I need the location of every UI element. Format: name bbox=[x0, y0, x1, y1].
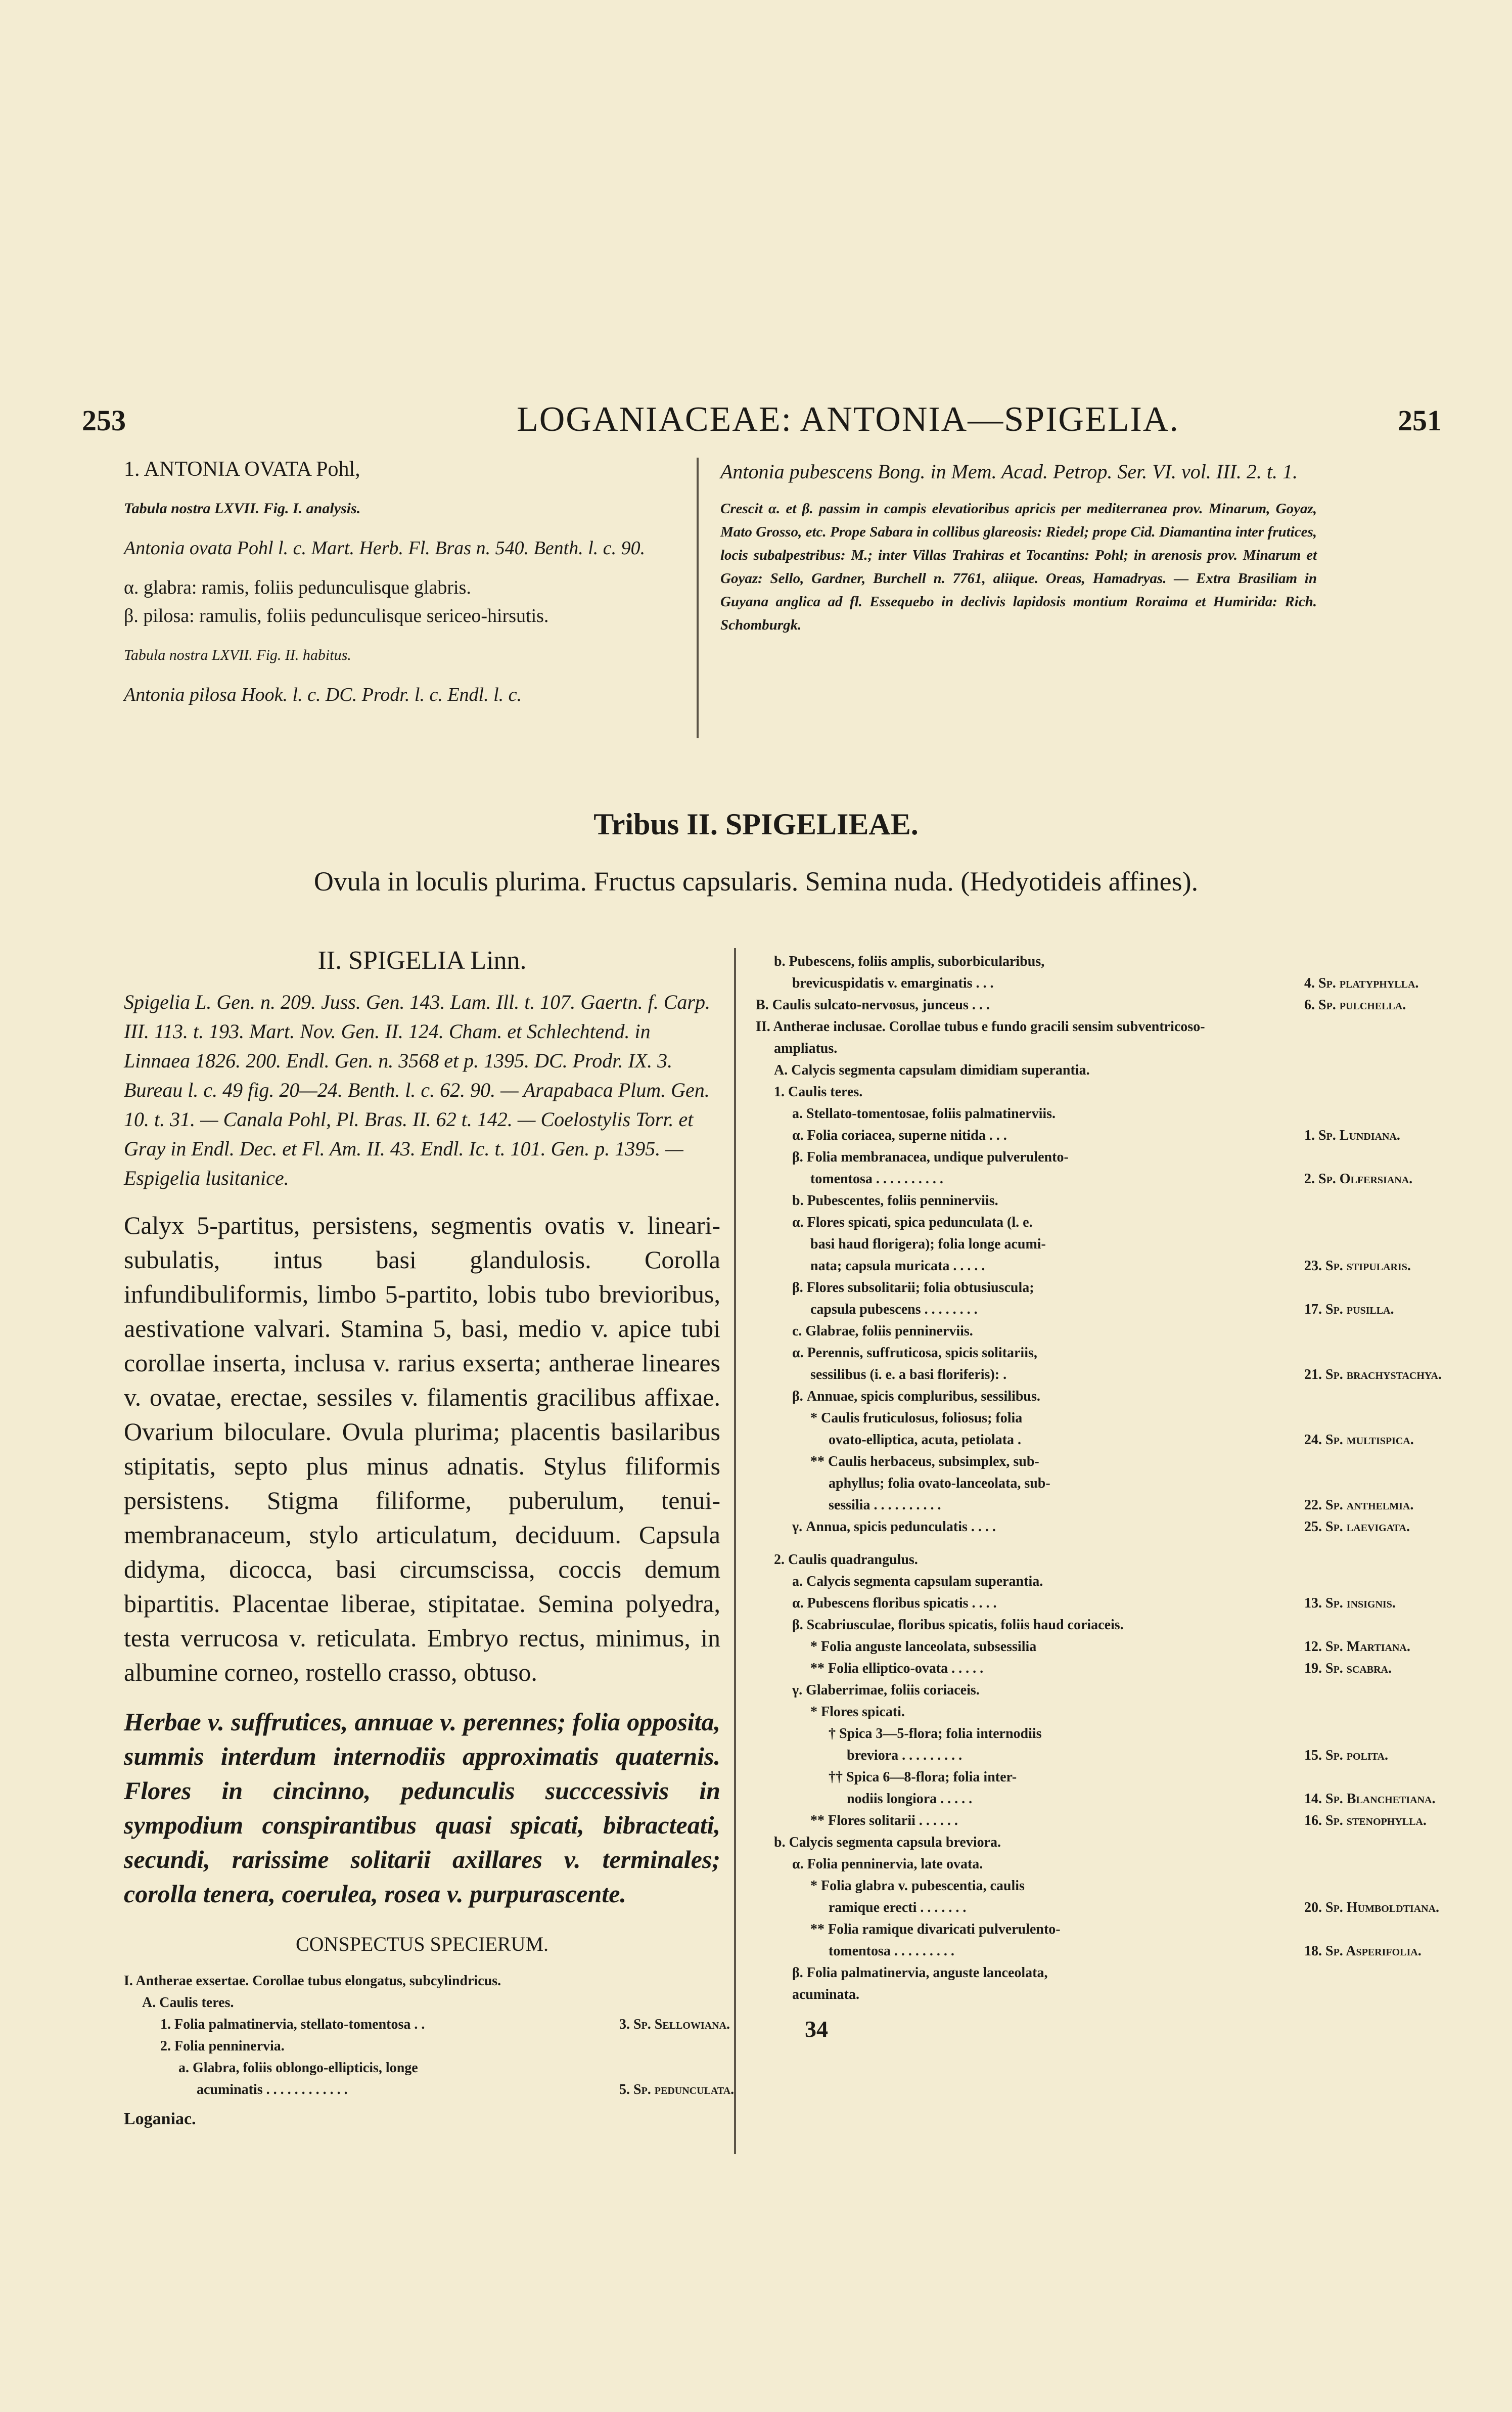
key-row bbox=[124, 2057, 720, 2079]
key-text: * Folia anguste lanceolata, subsessilia bbox=[810, 1639, 1037, 1655]
key-text: ** Flores solitarii . . . . . . bbox=[810, 1813, 958, 1828]
key-text: nata; capsula muricata . . . . . bbox=[810, 1258, 985, 1274]
key-row bbox=[756, 1472, 1352, 1494]
genus-title: II. SPIGELIA Linn. bbox=[317, 946, 527, 975]
key-species: 13. Sp. insignis. bbox=[1304, 1595, 1396, 1611]
signature-number: 34 bbox=[805, 2016, 828, 2042]
key-row bbox=[756, 1429, 1414, 1451]
key-species: 4. Sp. platyphylla. bbox=[1304, 975, 1419, 991]
key-species: 20. Sp. Humboldtiana. bbox=[1304, 1900, 1440, 1915]
key-text: acuminatis . . . . . . . . . . . . bbox=[197, 2082, 348, 2097]
key-row bbox=[756, 1190, 1352, 1212]
key-species: 24. Sp. multispica. bbox=[1304, 1432, 1414, 1448]
key-row bbox=[124, 2014, 730, 2035]
species-key bbox=[124, 1970, 735, 2101]
key-row bbox=[124, 1970, 720, 1992]
key-text: 1. Folia palmatinervia, stellato-tomentosa . . bbox=[160, 2017, 425, 2032]
key-row bbox=[756, 1059, 1352, 1081]
key-row bbox=[756, 1451, 1352, 1472]
species-heading: 1. ANTONIA OVATA Pohl, bbox=[124, 458, 360, 481]
key-row bbox=[756, 1897, 1440, 1918]
key-text: α. Flores spicati, spica pedunculata (l. e. bbox=[792, 1215, 1033, 1230]
key-row bbox=[756, 1918, 1352, 1940]
key-row bbox=[756, 1962, 1352, 1984]
key-text: γ. Annua, spicis pedunculatis . . . . bbox=[792, 1519, 996, 1535]
key-text: * Caulis fruticulosus, foliosus; folia bbox=[810, 1410, 1023, 1426]
key-text: b. Calycis segmenta capsula breviora. bbox=[774, 1835, 1001, 1850]
key-text: brevicuspidatis v. emarginatis . . . bbox=[792, 975, 994, 991]
key-row bbox=[756, 951, 1352, 972]
key-text: ** Folia elliptico-ovata . . . . . bbox=[810, 1661, 984, 1676]
key-species: 17. Sp. pusilla. bbox=[1304, 1302, 1394, 1317]
key-row bbox=[756, 1853, 1352, 1875]
key-row bbox=[756, 1320, 1352, 1342]
key-text: * Flores spicati. bbox=[810, 1704, 905, 1720]
conspectus-title: CONSPECTUS SPECIERUM. bbox=[295, 1933, 549, 1955]
upper-right-column bbox=[720, 458, 1317, 648]
key-text: tomentosa . . . . . . . . . . bbox=[810, 1171, 943, 1187]
key-row bbox=[756, 1538, 1352, 1549]
synonym: Antonia pubescens Bong. in Mem. Acad. Petrop. Ser. VI. vol. III. 2. t. 1. bbox=[720, 460, 1298, 483]
key-text: ** Folia ramique divaricati pulverulento- bbox=[810, 1922, 1061, 1937]
genus-synonymy: Spigelia L. Gen. n. 209. Juss. Gen. 143. Lam. Ill. t. 107. Gaertn. f. Carp. III. 113. t. 193. Mart. Nov. Gen. II. 124. Cham. et Schlechtend. in Linnaea 1826. 200. Endl. Gen. n. 3568 et p. 1395. DC. Prodr. IX. 3. Bureau l. c. 49 fig. 20—24. Benth. l. c. 62. 90. — Arapabaca Plum. Gen. 10. t. 31. — Canala Pohl, Pl. Bras. II. 62 t. 142. — Coelostylis Torr. et Gray in Endl. Dec. et Fl. Am. II. 43. Endl. Ic. t. 101. Gen. p. 1395. — Espigelia lusitanice. bbox=[124, 991, 710, 1189]
key-row bbox=[756, 1549, 1352, 1571]
species-key bbox=[756, 951, 1442, 2005]
key-row bbox=[756, 1081, 1352, 1103]
key-species: 16. Sp. stenophylla. bbox=[1304, 1813, 1427, 1828]
key-text: ramique erecti . . . . . . . bbox=[829, 1900, 967, 1915]
variety-beta: β. pilosa: ramulis, foliis pedunculisque sericeo-hirsutis. bbox=[124, 605, 549, 627]
key-row bbox=[756, 1571, 1352, 1592]
tabula-reference: Tabula nostra LXVII. Fig. II. habitus. bbox=[124, 647, 351, 663]
key-text: II. Antherae inclusae. Corollae tubus e fundo gracili sensim subventricoso- bbox=[756, 1019, 1205, 1035]
key-row bbox=[756, 1407, 1352, 1429]
key-row bbox=[756, 1103, 1352, 1125]
key-text: sessilibus (i. e. a basi floriferis): . bbox=[810, 1367, 1007, 1382]
key-row bbox=[756, 1038, 1352, 1059]
key-row bbox=[756, 994, 1406, 1016]
key-row bbox=[756, 1679, 1352, 1701]
key-row bbox=[756, 1766, 1352, 1788]
key-text: α. Folia coriacea, superne nitida . . . bbox=[792, 1128, 1007, 1143]
key-row bbox=[756, 1614, 1352, 1636]
key-row bbox=[756, 1255, 1411, 1277]
key-row bbox=[756, 1299, 1394, 1320]
variety-alpha: α. glabra: ramis, foliis pedunculisque glabris. bbox=[124, 577, 471, 598]
key-text: B. Caulis sulcato-nervosus, junceus . . . bbox=[756, 997, 990, 1013]
key-text: b. Pubescentes, foliis penninerviis. bbox=[792, 1193, 998, 1209]
key-species: 25. Sp. laevigata. bbox=[1304, 1519, 1410, 1535]
footer-signature: Loganiac. bbox=[124, 2110, 196, 2128]
genus-description: Calyx 5-partitus, persistens, segmentis ovatis v. lineari-subulatis, intus basi glandulosis. Corolla infundibuliformis, limbo 5-partito, lobis tubo brevioribus, aestivatione valvari. Stamina 5, basi, medio v. apice tubi corollae inserta, inclusa v. rarius exserta; antherae lineares v. ovatae, erectae, sessiles v. filamentis gracilibus affixae. Ovarium biloculare. Ovula plurima; placentis basilaribus stipitatis, septo plus minus adnatis. Stylus filiformis persistens. Stigma filiforme, puberulum, tenui-membranaceum, stylo articulatum, deciduum. Capsula didyma, dicocca, basi circumscissa, coccis demum bipartitis. Placentae liberae, stipitatae. Semina polyedra, testa verrucosa v. reticulata. Embryo rectus, minimus, in albumine corneo, rostello crasso, obtuso. bbox=[124, 1211, 720, 1686]
key-row bbox=[124, 1992, 720, 2014]
key-row bbox=[756, 1810, 1427, 1832]
key-row bbox=[756, 1636, 1410, 1658]
key-row bbox=[756, 1984, 1352, 2005]
key-text: 2. Folia penninervia. bbox=[160, 2038, 285, 2054]
lower-left-column bbox=[124, 946, 735, 2129]
page-number-left: 253 bbox=[82, 404, 126, 437]
key-text: ovato-elliptica, acuta, petiolata . bbox=[829, 1432, 1022, 1448]
key-text: β. Folia membranacea, undique pulverulento- bbox=[792, 1149, 1069, 1165]
key-text: 2. Caulis quadrangulus. bbox=[774, 1552, 918, 1568]
key-text: β. Scabriusculae, floribus spicatis, foliis haud coriaceis. bbox=[792, 1617, 1124, 1633]
key-row bbox=[756, 1592, 1396, 1614]
genus-habitus: Herbae v. suffrutices, annuae v. perennes; folia opposita, summis interdum internodiis approximatis quaternis. Flores in cincinno, pedunculis succcessivis in sympodium conspirantibus quasi spicati, bibracteati, secundi, rarissime solitarii axillares v. terminales; corolla tenera, coerulea, rosea v. purpurascente. bbox=[124, 1708, 720, 1908]
key-row bbox=[756, 1723, 1352, 1745]
key-row bbox=[756, 1701, 1352, 1723]
key-text: I. Antherae exsertae. Corollae tubus elongatus, subcylindricus. bbox=[124, 1973, 501, 1989]
key-species: 23. Sp. stipularis. bbox=[1304, 1258, 1411, 1274]
key-text: α. Perennis, suffruticosa, spicis solitariis, bbox=[792, 1345, 1037, 1361]
page-number-right: 251 bbox=[1398, 404, 1442, 437]
key-text: b. Pubescens, foliis amplis, suborbicularibus, bbox=[774, 954, 1045, 969]
key-text: breviora . . . . . . . . . bbox=[847, 1748, 963, 1763]
key-text: a. Stellato-tomentosae, foliis palmatinerviis. bbox=[792, 1106, 1056, 1122]
key-text: ** Caulis herbaceus, subsimplex, sub- bbox=[810, 1454, 1039, 1469]
key-species: 21. Sp. brachystachya. bbox=[1304, 1367, 1442, 1382]
page-header bbox=[82, 399, 1442, 455]
key-text: β. Folia palmatinervia, anguste lanceolata, bbox=[792, 1965, 1048, 1981]
key-species: 12. Sp. Martiana. bbox=[1304, 1639, 1410, 1655]
key-text: †† Spica 6—8-flora; folia inter- bbox=[829, 1769, 1017, 1785]
key-text: nodiis longiora . . . . . bbox=[847, 1791, 973, 1807]
key-species: 22. Sp. anthelmia. bbox=[1304, 1497, 1414, 1513]
key-text: A. Caulis teres. bbox=[142, 1995, 234, 2011]
key-species: 3. Sp. Sellowiana. bbox=[619, 2017, 730, 2032]
key-text: * Folia glabra v. pubescentia, caulis bbox=[810, 1878, 1025, 1894]
running-title: LOGANIACEAE: ANTONIA—SPIGELIA. bbox=[517, 400, 1179, 439]
synonym: Antonia ovata Pohl l. c. Mart. Herb. Fl. Bras n. 540. Benth. l. c. 90. bbox=[124, 538, 646, 559]
key-row bbox=[756, 1516, 1410, 1538]
tabula-reference: Tabula nostra LXVII. Fig. I. analysis. bbox=[124, 500, 361, 517]
key-species: 15. Sp. polita. bbox=[1304, 1748, 1388, 1763]
key-text: a. Glabra, foliis oblongo-ellipticis, longe bbox=[178, 2060, 418, 2076]
key-text: a. Calycis segmenta capsulam superantia. bbox=[792, 1574, 1043, 1589]
key-species: 5. Sp. pedunculata. bbox=[619, 2082, 735, 2097]
key-row bbox=[756, 1875, 1352, 1897]
key-text: tomentosa . . . . . . . . . bbox=[829, 1943, 954, 1959]
key-row bbox=[756, 1146, 1352, 1168]
key-text: sessilia . . . . . . . . . . bbox=[829, 1497, 941, 1513]
key-row bbox=[756, 1168, 1413, 1190]
tribus-description: Ovula in loculis plurima. Fructus capsularis. Semina nuda. (Hedyotideis affines). bbox=[313, 866, 1199, 897]
column-divider bbox=[734, 948, 736, 2154]
key-text: aphyllus; folia ovato-lanceolata, sub- bbox=[829, 1476, 1050, 1491]
key-text: γ. Glaberrimae, foliis coriaceis. bbox=[792, 1682, 980, 1698]
key-row bbox=[756, 1386, 1352, 1407]
key-row bbox=[756, 1277, 1352, 1299]
key-row bbox=[124, 2035, 720, 2057]
key-species: 1. Sp. Lundiana. bbox=[1304, 1128, 1400, 1143]
key-row bbox=[756, 1658, 1392, 1679]
key-row bbox=[124, 2079, 735, 2101]
key-row bbox=[756, 1745, 1388, 1766]
lower-right-column bbox=[756, 951, 1442, 2042]
column-divider bbox=[697, 458, 699, 738]
upper-left-column bbox=[124, 455, 675, 720]
key-row bbox=[756, 1788, 1436, 1810]
key-text: capsula pubescens . . . . . . . . bbox=[810, 1302, 978, 1317]
key-text: † Spica 3—5-flora; folia internodiis bbox=[829, 1726, 1042, 1741]
key-row bbox=[756, 1233, 1352, 1255]
key-species: 6. Sp. pulchella. bbox=[1304, 997, 1406, 1013]
key-row bbox=[756, 1016, 1352, 1038]
key-species: 2. Sp. Olfersiana. bbox=[1304, 1171, 1413, 1187]
key-text: 1. Caulis teres. bbox=[774, 1084, 863, 1100]
key-row bbox=[756, 1832, 1352, 1853]
key-species: 14. Sp. Blanchetiana. bbox=[1304, 1791, 1436, 1807]
key-row bbox=[756, 1940, 1422, 1962]
key-row bbox=[756, 1364, 1442, 1386]
key-text: α. Folia penninervia, late ovata. bbox=[792, 1856, 983, 1872]
key-row bbox=[756, 1212, 1352, 1233]
key-text: β. Flores subsolitarii; folia obtusiuscula; bbox=[792, 1280, 1034, 1296]
key-row bbox=[756, 1342, 1352, 1364]
key-row bbox=[756, 1125, 1400, 1146]
key-text: β. Annuae, spicis compluribus, sessilibus. bbox=[792, 1389, 1040, 1404]
key-text: c. Glabrae, foliis penninerviis. bbox=[792, 1323, 973, 1339]
key-row bbox=[756, 972, 1419, 994]
key-text: acuminata. bbox=[792, 1987, 859, 2002]
habitat-text: Crescit α. et β. passim in campis elevatioribus apricis per mediterranea prov. Minarum, Goyaz, Mato Grosso, etc. Prope Sabara in collibus glareosis: Riedel; prope Cid. Diamantina inter frutices, locis subalpestribus: M.; inter Villas Trahiras et Tocantins: Pohl; in arenosis prov. Minarum et Goyaz: Sello, Gardner, Burchell n. 7761, aliique. Oreas, Hamadryas. — Extra Brasiliam in Guyana anglica ad fl. Essequebo in declivis lapidosis montium Roraima et Humirida: Rich. Schomburgk. bbox=[720, 501, 1317, 633]
key-text: ampliatus. bbox=[774, 1041, 838, 1056]
key-species: 18. Sp. Asperifolia. bbox=[1304, 1943, 1422, 1959]
key-species: 19. Sp. scabra. bbox=[1304, 1661, 1392, 1676]
synonym: Antonia pilosa Hook. l. c. DC. Prodr. l. c. Endl. l. c. bbox=[124, 684, 522, 705]
key-text: basi haud florigera); folia longe acumi- bbox=[810, 1236, 1046, 1252]
key-text: α. Pubescens floribus spicatis . . . . bbox=[792, 1595, 997, 1611]
tribus-title: Tribus II. SPIGELIEAE. bbox=[593, 808, 919, 841]
key-text: A. Calycis segmenta capsulam dimidiam superantia. bbox=[774, 1062, 1090, 1078]
key-row bbox=[756, 1494, 1414, 1516]
